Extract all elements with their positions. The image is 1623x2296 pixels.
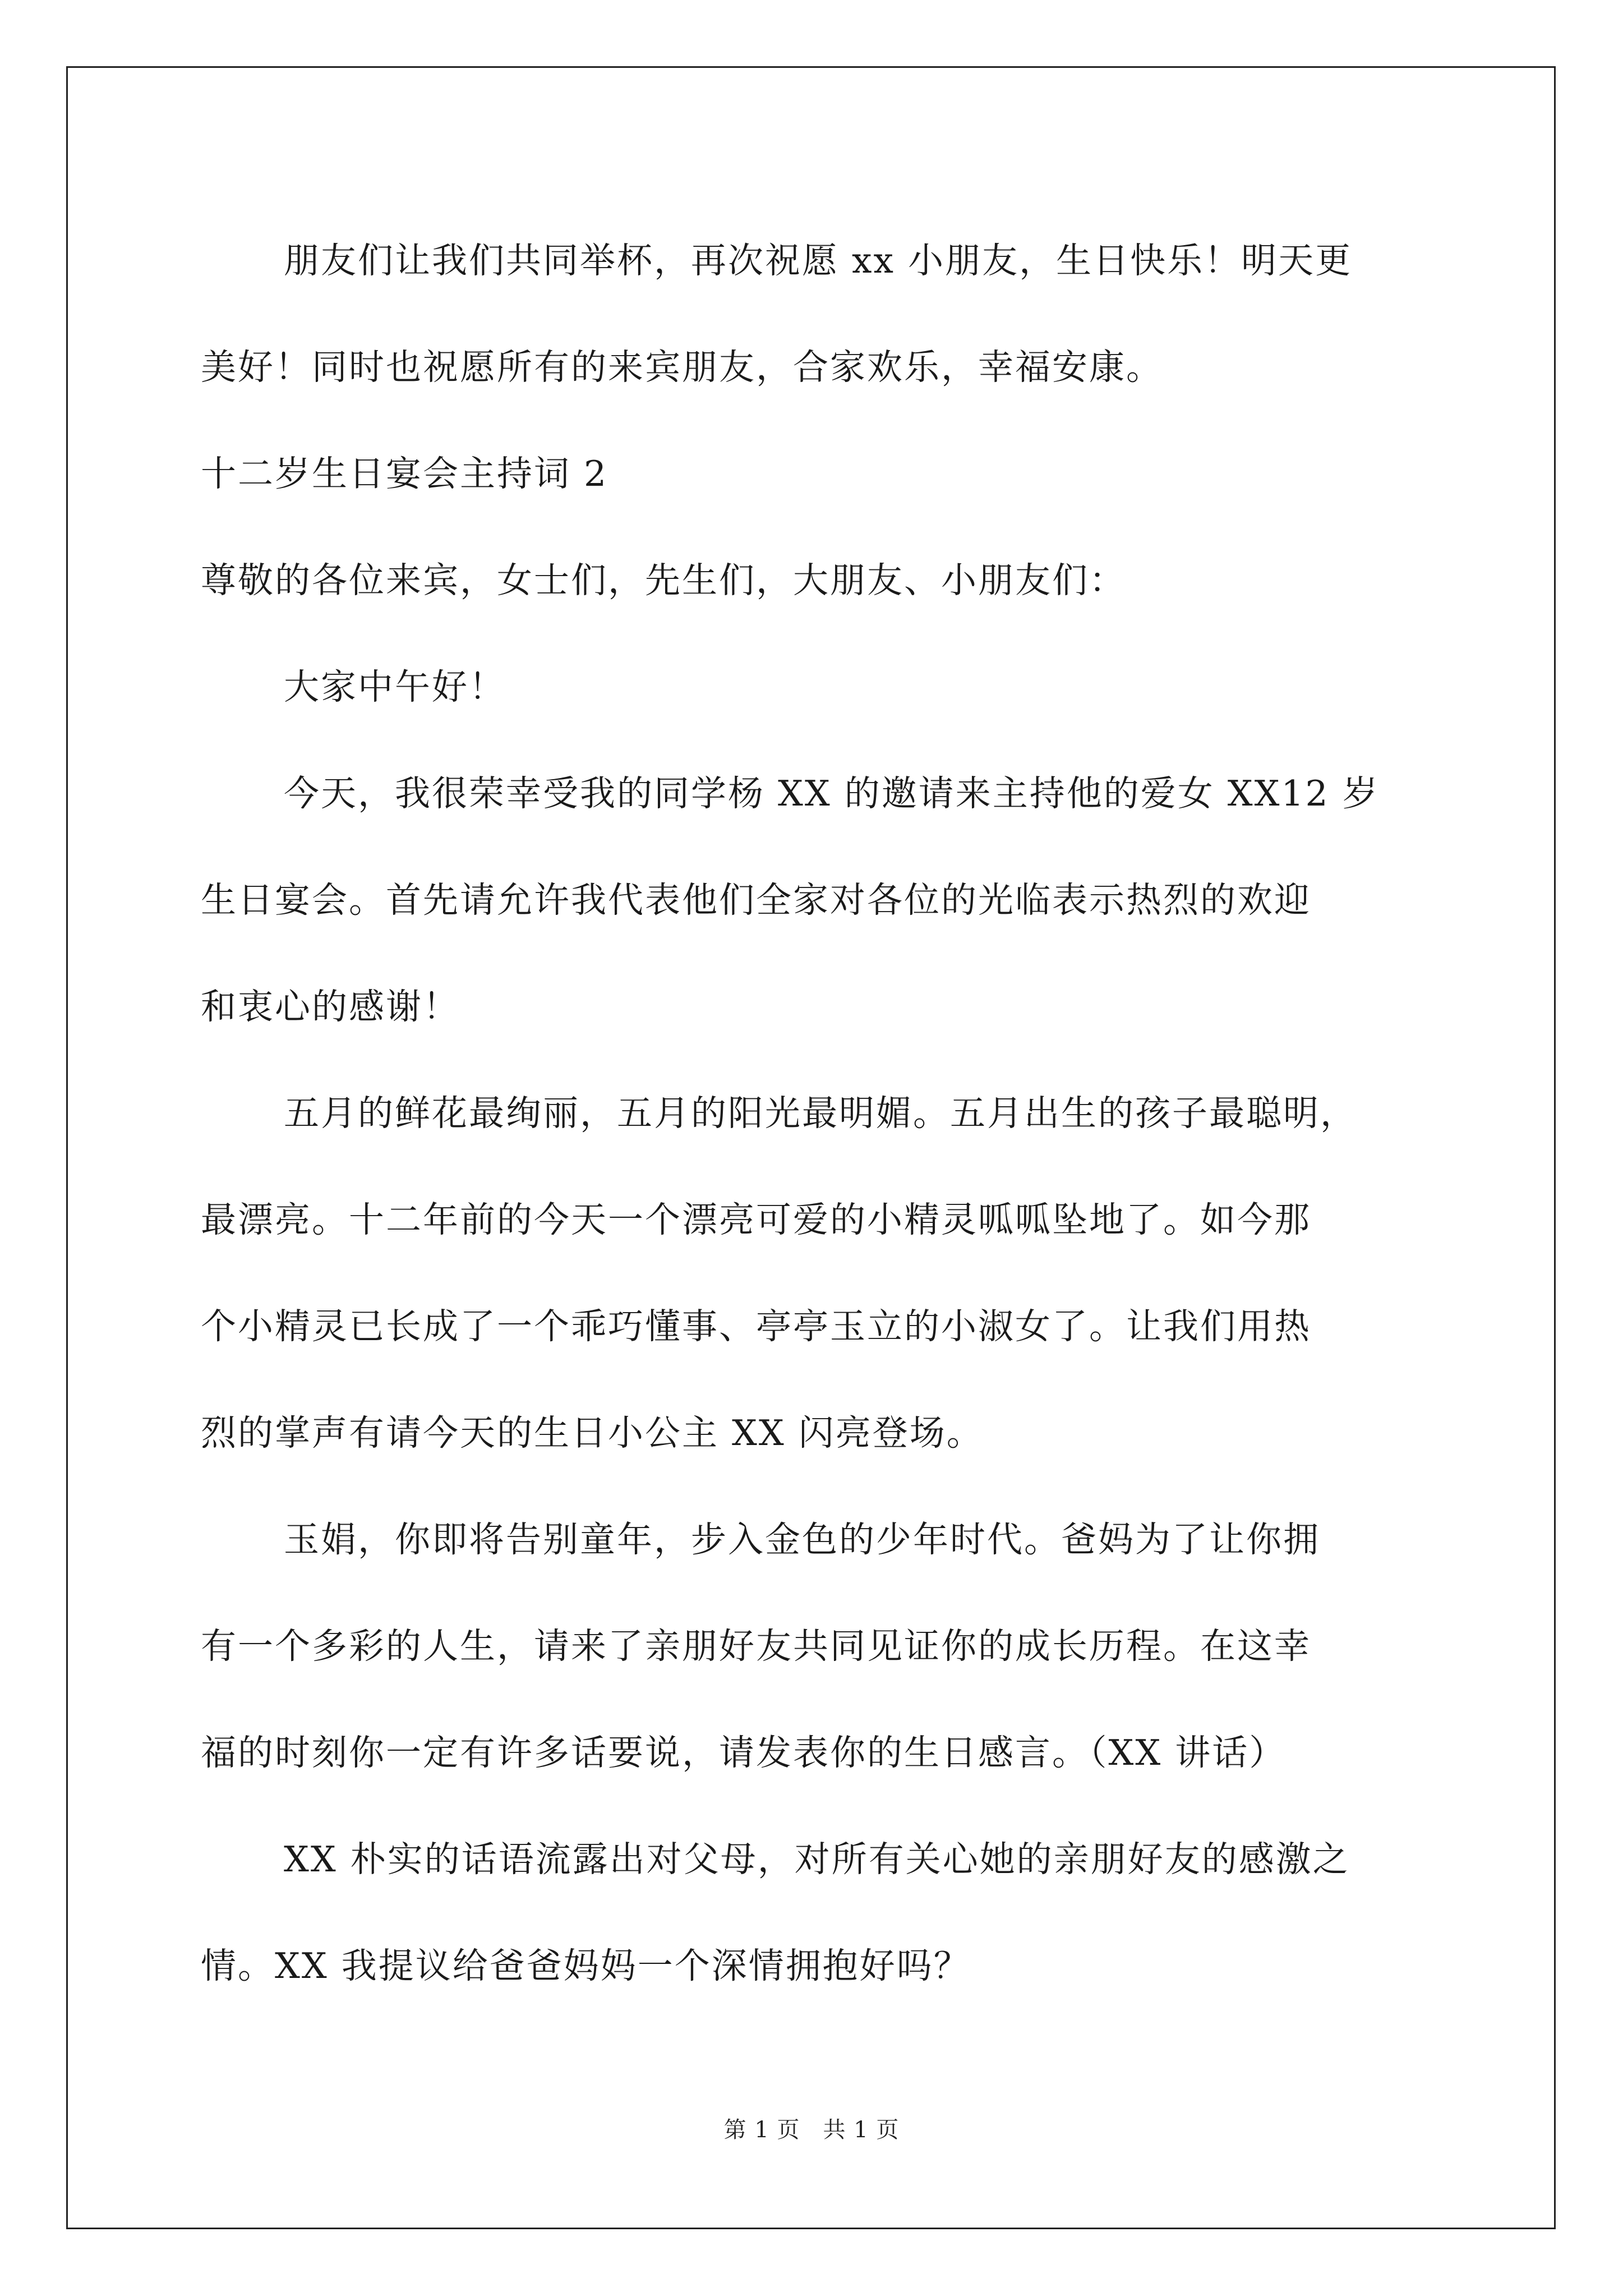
paragraph-line: 个小精灵已长成了一个乖巧懂事、亭亭玉立的小淑女了。让我们用热 xyxy=(201,1306,1311,1347)
paragraph-line: 有一个多彩的人生，请来了亲朋好友共同见证你的成长历程。在这幸 xyxy=(201,1626,1311,1667)
paragraph-line: 福的时刻你一定有许多话要说，请发表你的生日感言。（XX 讲话） xyxy=(201,1732,1287,1773)
paragraph-line: 美好！同时也祝愿所有的来宾朋友，合家欢乐，幸福安康。 xyxy=(201,347,1163,388)
paragraph-line: 朋友们让我们共同举杯，再次祝愿 xx 小朋友，生日快乐！明天更 xyxy=(284,240,1353,281)
paragraph-line: 最漂亮。十二年前的今天一个漂亮可爱的小精灵呱呱坠地了。如今那 xyxy=(201,1199,1311,1240)
paragraph-line: XX 朴实的话语流露出对父母，对所有关心她的亲朋好友的感激之 xyxy=(284,1839,1350,1880)
paragraph-line: 今天，我很荣幸受我的同学杨 XX 的邀请来主持他的爱女 XX12 岁 xyxy=(284,773,1380,814)
paragraph-line: 玉娟，你即将告别童年，步入金色的少年时代。爸妈为了让你拥 xyxy=(284,1519,1320,1560)
paragraph-line: 五月的鲜花最绚丽，五月的阳光最明媚。五月出生的孩子最聪明， xyxy=(284,1093,1357,1134)
paragraph-line: 生日宴会。首先请允许我代表他们全家对各位的光临表示热烈的欢迎 xyxy=(201,880,1311,921)
page-number-footer: 第 1 页 共 1 页 xyxy=(723,2117,900,2143)
section-title: 十二岁生日宴会主持词 2 xyxy=(201,453,608,494)
paragraph-line: 烈的掌声有请今天的生日小公主 XX 闪亮登场。 xyxy=(201,1412,984,1453)
document-body xyxy=(201,208,1440,2019)
greeting-line: 大家中午好！ xyxy=(284,666,506,707)
paragraph-line: 和衷心的感谢！ xyxy=(201,986,460,1027)
paragraph-line: 情。XX 我提议给爸爸妈妈一个深情拥抱好吗？ xyxy=(201,1945,971,1986)
salutation-line: 尊敬的各位来宾，女士们，先生们，大朋友、小朋友们： xyxy=(201,560,1126,601)
